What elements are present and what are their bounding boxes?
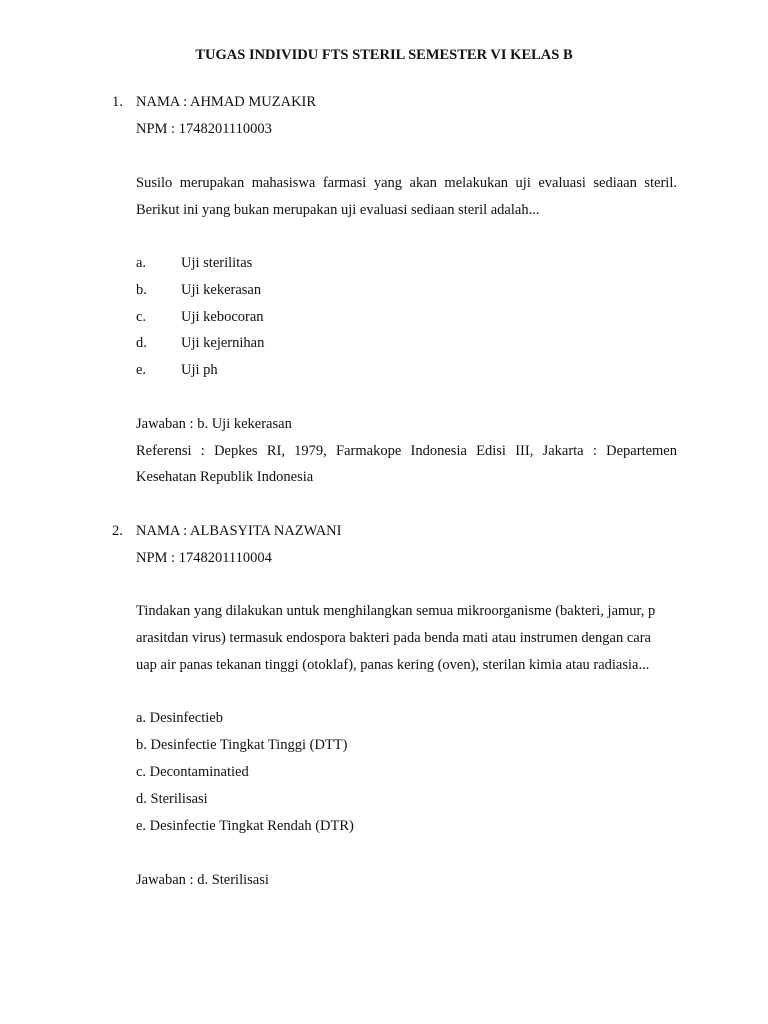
question-line: Susilo merupakan mahasiswa farmasi yang akan melakukan uji evaluasi sediaan steril.: [136, 175, 677, 191]
answer-line: Jawaban : d. Sterilisasi: [136, 872, 269, 888]
option-letter: e.: [136, 362, 147, 378]
reference-line: Referensi : Depkes RI, 1979, Farmakope Indonesia Edisi III, Jakarta : Departemen: [136, 443, 677, 459]
option-text: Uji kejernihan: [181, 335, 265, 351]
question-line: Tindakan yang dilakukan untuk menghilangkan semua mikroorganisme (bakteri, jamur, p: [136, 603, 656, 619]
option-item: c. Decontaminatied: [136, 764, 249, 780]
student-name: NAMA : ALBASYITA NAZWANI: [136, 523, 342, 539]
student-npm: NPM : 1748201110004: [136, 550, 272, 566]
option-letter: c.: [136, 309, 147, 325]
option-letter: a.: [136, 255, 147, 271]
question-line: uap air panas tekanan tinggi (otoklaf), panas kering (oven), sterilan kimia atau radiasia...: [136, 657, 650, 673]
answer-line: Jawaban : b. Uji kekerasan: [136, 416, 292, 432]
question-number: 1.: [112, 94, 123, 110]
option-item: e. Desinfectie Tingkat Rendah (DTR): [136, 818, 354, 834]
option-text: Uji ph: [181, 362, 218, 378]
student-name: NAMA : AHMAD MUZAKIR: [136, 94, 317, 110]
option-letter: b.: [136, 282, 147, 298]
option-item: a. Desinfectieb: [136, 710, 223, 726]
option-item: d. Sterilisasi: [136, 791, 208, 807]
reference-line: Kesehatan Republik Indonesia: [136, 469, 314, 485]
student-npm: NPM : 1748201110003: [136, 121, 272, 137]
question-line: Berikut ini yang bukan merupakan uji evaluasi sediaan steril adalah...: [136, 202, 540, 218]
question-line: arasitdan virus) termasuk endospora bakteri pada benda mati atau instrumen dengan cara: [136, 630, 651, 646]
option-letter: d.: [136, 335, 147, 351]
question-number: 2.: [112, 523, 123, 539]
document-title: TUGAS INDIVIDU FTS STERIL SEMESTER VI KELAS B: [195, 47, 573, 63]
option-text: Uji kekerasan: [181, 282, 262, 298]
option-item: b. Desinfectie Tingkat Tinggi (DTT): [136, 737, 348, 753]
option-text: Uji kebocoran: [181, 309, 264, 325]
option-text: Uji sterilitas: [181, 255, 253, 271]
